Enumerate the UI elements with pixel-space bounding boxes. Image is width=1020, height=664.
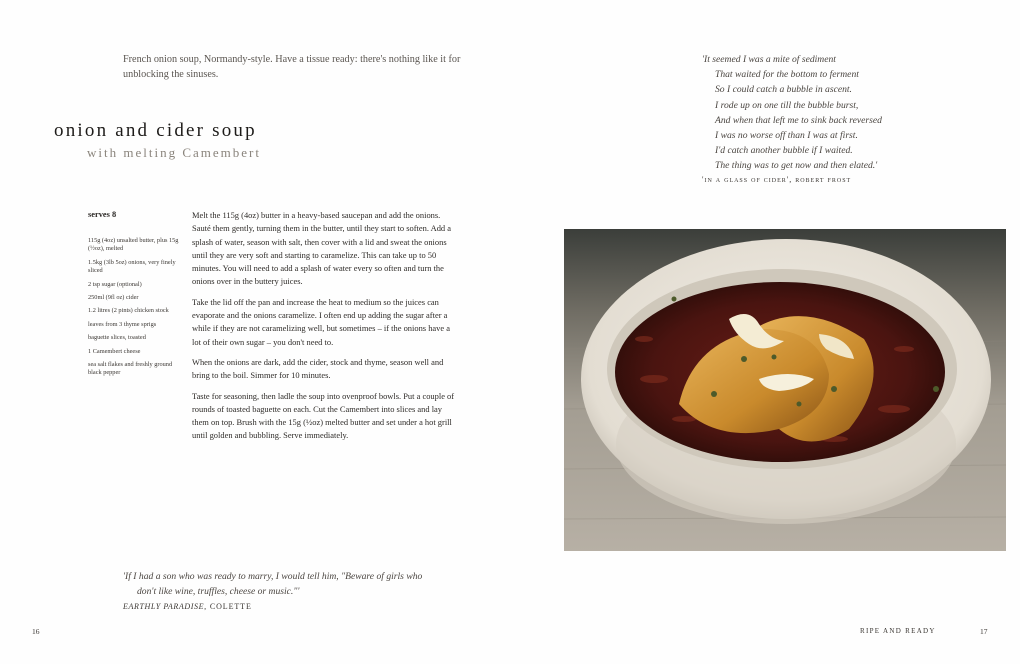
ingredient-item: 1.5kg (3lb 5oz) onions, very finely sliced (88, 258, 176, 275)
epigraph-poem (702, 52, 1002, 174)
recipe-subtitle: with melting Camembert (87, 145, 261, 160)
closing-quote (123, 569, 483, 599)
method-text (192, 209, 457, 450)
poem-line: I was no worse off than I was at first. (715, 130, 858, 142)
ingredient-item: 2 tsp sugar (optional) (88, 280, 142, 288)
ingredient-item: 1 Camembert cheese (88, 347, 141, 355)
poem-line: So I could catch a bubble in ascent. (715, 84, 852, 96)
poem-source: 'in a glass of cider', robert frost (702, 175, 852, 184)
method-paragraph: Taste for seasoning, then ladle the soup into ovenproof bowls. Put a couple of rounds of toasted baguette on each. Cut the Camembert into slices and lay them on top. Brush with the 15g (½oz) melted butter and set under a hot grill until golden and bubbling. Serve immediately. (192, 390, 455, 441)
poem-line: The thing was to get now and then elated.' (715, 160, 878, 172)
quote-source-author: , COLETTE (204, 602, 252, 611)
ingredient-item: 115g (4oz) unsalted butter, plus 15g (½oz), melted (88, 237, 179, 253)
quote-source-title: EARTHLY PARADISE (123, 602, 205, 611)
ingredient-list (88, 237, 186, 383)
ingredient-item: 1.2 litres (2 pints) chicken stock (88, 307, 169, 315)
ingredient-item: baguette slices, toasted (88, 334, 146, 342)
ingredient-item: 250ml (9fl oz) cider (88, 294, 139, 302)
ingredient-item: sea salt flakes and freshly ground black pepper (88, 361, 173, 377)
poem-line: And when that left me to sink back reversed (715, 114, 882, 126)
method-paragraph: Melt the 115g (4oz) butter in a heavy-based saucepan and add the onions. Sauté them gently, turning them in the butter, until they start to soften. Add a splash of water, season with salt, then cover with a lid and sweat the onions until they are very soft and starting to caramelize. This can take up to 50 minutes. You will need to add a splash of water every so often and turn the onions over in the buttery juices. (192, 210, 451, 287)
page-number-right: 17 (980, 627, 988, 636)
running-head: RIPE AND READY (860, 627, 936, 635)
quote-line: 'If I had a son who was ready to marry, I would tell him, "Beware of girls who (123, 571, 423, 582)
poem-line: 'It seemed I was a mite of sediment (702, 54, 836, 65)
method-paragraph: Take the lid off the pan and increase the heat to medium so the juices can evaporate and the onions caramelize. I often end up adding the sugar after a while if they are not caramelizing well, but sometimes – if the onions have a lot of their own sugar – you don't need to. (192, 296, 450, 347)
serves-label: serves 8 (88, 210, 117, 219)
ingredient-item: leaves from 3 thyme sprigs (88, 320, 157, 328)
method-paragraph: When the onions are dark, add the cider, stock and thyme, season well and bring to the boil. Simmer for 10 minutes. (192, 356, 444, 381)
page-number-left: 16 (32, 627, 40, 636)
poem-line: That waited for the bottom to ferment (715, 69, 859, 81)
quote-line: don't like wine, truffles, cheese or music."' (137, 586, 300, 597)
quote-source (123, 602, 252, 611)
intro-text: French onion soup, Normandy-style. Have a tissue ready: there's nothing like it for unblocking the sinuses. (123, 54, 461, 80)
soup-photo (564, 229, 1006, 551)
poem-line: I'd catch another bubble if I waited. (715, 145, 853, 157)
recipe-title: onion and cider soup (54, 120, 257, 141)
poem-line: I rode up on one till the bubble burst, (715, 99, 859, 111)
